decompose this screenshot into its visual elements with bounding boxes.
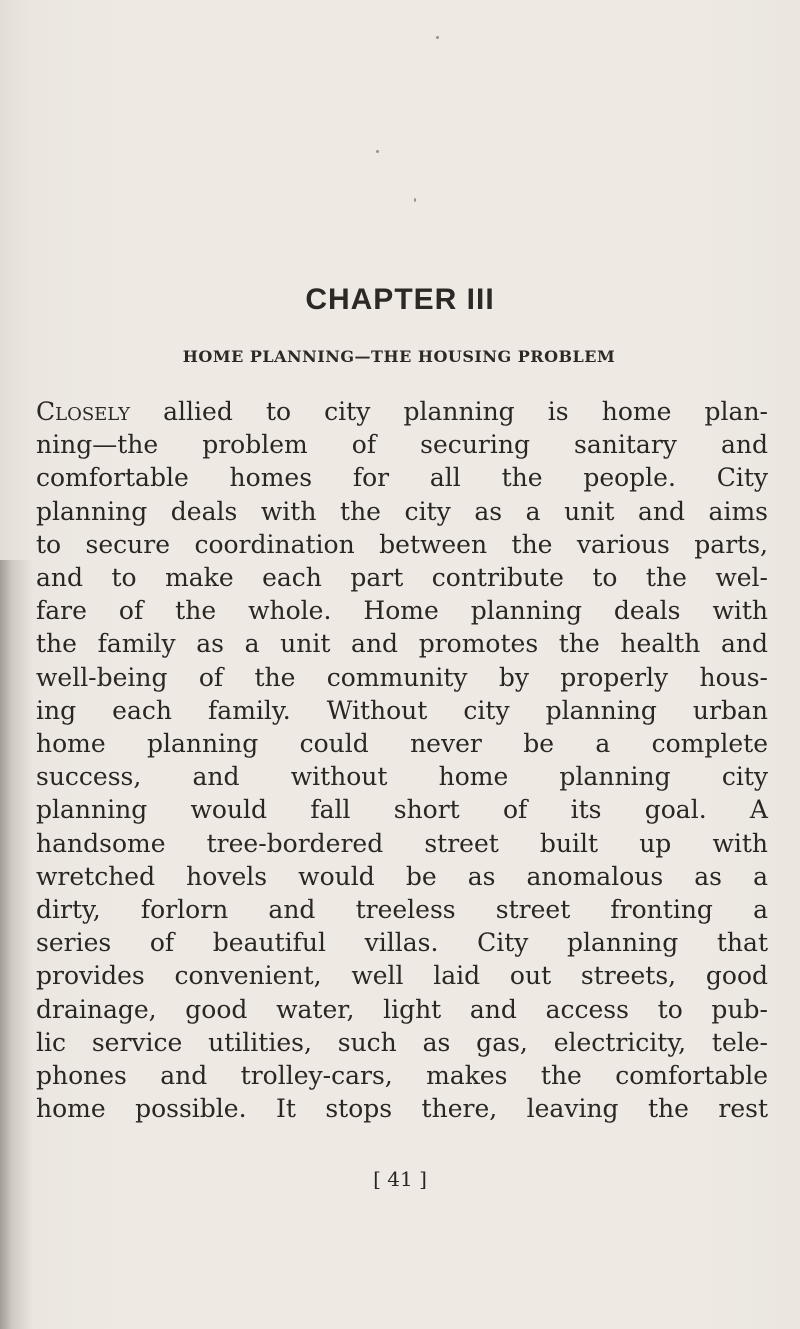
paragraph-line: and to make each part contribute to the wel-: [36, 563, 768, 593]
paragraph-line: home possible. It stops there, leaving the rest: [36, 1094, 768, 1124]
paragraph-line: success, and without home planning city: [36, 762, 768, 792]
paper-speck: [436, 36, 439, 39]
paragraph-line: wretched hovels would be as anomalous as a: [36, 861, 768, 891]
paragraph-line: handsome tree-bordered street built up with: [36, 828, 768, 858]
paragraph-line: home planning could never be a complete: [36, 729, 768, 759]
paragraph-line: lic service utilities, such as gas, electricity, tele-: [36, 1027, 768, 1057]
paragraph-line: drainage, good water, light and access to pub-: [36, 994, 768, 1024]
paragraph-line: Closely allied to city planning is home plan-: [36, 397, 768, 426]
opening-word: Closely: [36, 397, 130, 426]
paragraph-line: series of beautiful villas. City planning that: [36, 928, 768, 958]
paragraph-line: dirty, forlorn and treeless street fronting a: [36, 895, 768, 925]
paragraph-line: planning deals with the city as a unit and aims: [36, 496, 768, 526]
paragraph-line: comfortable homes for all the people. City: [36, 463, 768, 493]
paper-speck: [414, 198, 416, 202]
paragraph-line: fare of the whole. Home planning deals with: [36, 596, 768, 626]
paragraph-line: well-being of the community by properly hous-: [36, 662, 768, 692]
section-heading: HOME PLANNING—THE HOUSING PROBLEM: [182, 347, 616, 366]
paragraph-line: ing each family. Without city planning urban: [36, 695, 768, 725]
gutter-shadow: [0, 560, 34, 1329]
paragraph-line: provides convenient, well laid out streets, good: [36, 961, 768, 991]
paragraph-line: planning would fall short of its goal. A: [36, 795, 768, 825]
paragraph-line: the family as a unit and promotes the health and: [36, 629, 768, 659]
page-number: [ 41 ]: [373, 1167, 427, 1191]
chapter-title: CHAPTER III: [305, 283, 495, 316]
paragraph-line: ning—the problem of securing sanitary and: [36, 430, 768, 460]
paragraph-line: phones and trolley-cars, makes the comfortable: [36, 1061, 768, 1091]
paper-speck: [376, 150, 379, 153]
body-paragraph: [36, 395, 768, 1125]
paragraph-line: to secure coordination between the various parts,: [36, 529, 768, 559]
